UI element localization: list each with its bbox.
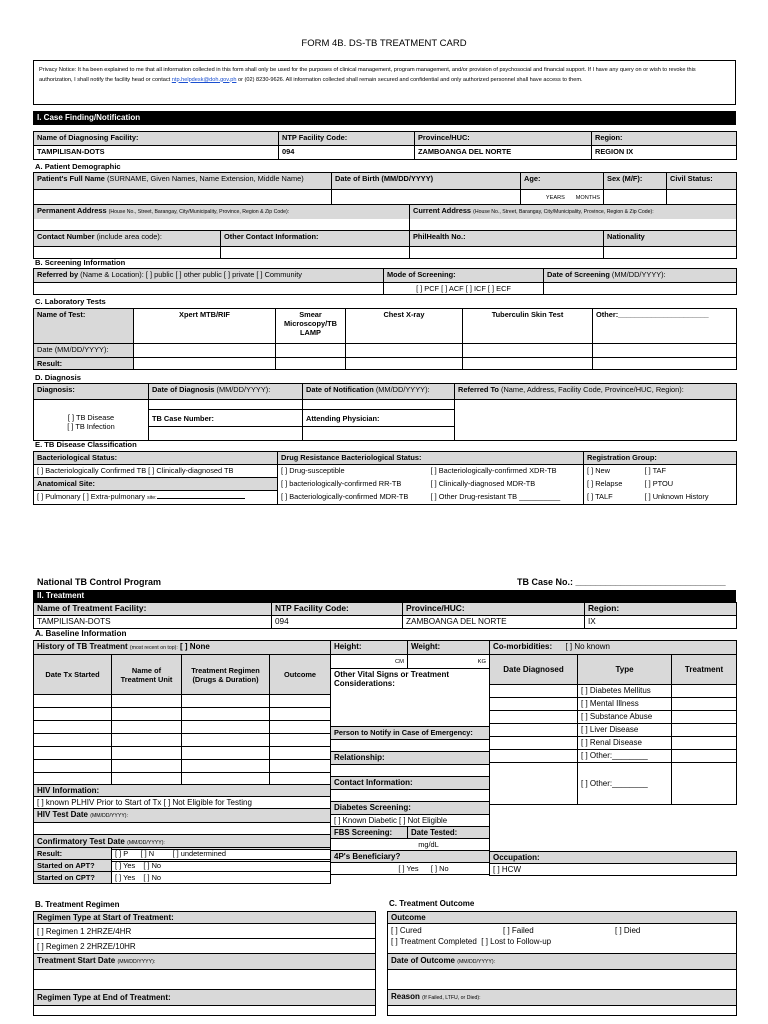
permanent-address-label: Permanent Address (House No., Street, Barangay, City/Municipality, Province, Region & Zip Code): [34, 205, 410, 219]
tb-history-label: History of TB Treatment (most recent on top): [ ] None [34, 641, 331, 655]
hiv-test-date-label: HIV Test Date (MM/DD/YYYY): [34, 809, 331, 823]
dob-field[interactable] [332, 190, 521, 205]
history-cell[interactable] [112, 695, 182, 708]
comorb-renal-option[interactable]: [ ] Renal Disease [578, 737, 672, 750]
comorb-other-option[interactable]: [ ] Other:________ [578, 750, 672, 763]
relationship-field[interactable] [331, 765, 490, 777]
current-address-label: Current Address (House No., Street, Barangay, City/Municipality, Province, Region & Zip Code): [410, 205, 737, 219]
comorb-blank [490, 805, 737, 852]
treatment-province-value[interactable]: ZAMBOANGA DEL NORTE [403, 616, 585, 629]
anatomical-site-label: Anatomical Site: [34, 478, 278, 491]
hiv-info-label: HIV Information: [34, 785, 331, 797]
clinical-mdr-tb-option[interactable]: [ ] Clinically-diagnosed MDR-TB [428, 478, 584, 491]
history-cell[interactable] [270, 721, 331, 734]
comorb-treatment-field[interactable] [672, 724, 737, 737]
diagnosis-options[interactable]: [ ] TB Disease [ ] TB Infection [34, 400, 149, 441]
tb-case-number-field[interactable] [149, 427, 303, 441]
nationality-label: Nationality [604, 231, 737, 247]
comorb-date-field[interactable] [490, 737, 578, 750]
test-date-other[interactable] [593, 344, 737, 358]
current-address-field[interactable] [410, 219, 737, 231]
section-treatment-header: II. Treatment [33, 590, 736, 602]
classification-title: E. TB Disease Classification [35, 440, 137, 449]
treatment-facility-table [33, 602, 737, 629]
history-cell[interactable] [270, 695, 331, 708]
treatment-outcome-table [387, 911, 737, 1016]
comorb-treatment-field[interactable] [672, 685, 737, 698]
test-cxr: Chest X-ray [346, 309, 463, 344]
drug-susceptible-option[interactable]: [ ] Drug-susceptible [278, 465, 428, 478]
test-result-smear[interactable] [276, 358, 346, 370]
test-date-smear[interactable] [276, 344, 346, 358]
province-label: Province/HUC: [415, 132, 592, 146]
occupation-option[interactable]: [ ] HCW [490, 864, 737, 876]
diagnosis-label: Diagnosis: [34, 384, 149, 400]
col-comorbidity-treatment: Treatment [672, 655, 737, 685]
regimen-end-field[interactable] [34, 1006, 376, 1016]
attending-physician-field[interactable] [303, 427, 455, 441]
lab-tests-title: C. Laboratory Tests [35, 297, 106, 306]
test-date-cxr[interactable] [346, 344, 463, 358]
history-cell[interactable] [34, 695, 112, 708]
hiv-test-date-field[interactable] [34, 823, 331, 835]
result-options[interactable]: [ ] P [ ] N [ ] undetermined [112, 848, 331, 860]
region-label: Region: [592, 132, 737, 146]
outcome-options[interactable] [388, 924, 737, 954]
comorb-date-field[interactable] [490, 763, 578, 805]
treatment-facility-label: Name of Treatment Facility: [34, 603, 272, 616]
bact-mdr-tb-option[interactable]: [ ] Bacteriologically-confirmed MDR-TB [278, 491, 428, 505]
fourps-label: 4P's Beneficiary? [331, 851, 490, 863]
treatment-region-label: Region: [585, 603, 737, 616]
comorbidities-table [489, 640, 737, 876]
treatment-ntp-code-value[interactable]: 094 [272, 616, 403, 629]
date-of-diagnosis-field[interactable] [149, 400, 303, 410]
test-result-cxr[interactable] [346, 358, 463, 370]
treatment-region-value[interactable]: IX [585, 616, 737, 629]
history-cell[interactable] [270, 760, 331, 773]
col-treatment-unit: Name of Treatment Unit [112, 655, 182, 695]
sex-label: Sex (M/F): [604, 173, 667, 190]
contact-number-field[interactable] [34, 247, 221, 259]
tb-history-none-option[interactable]: [ ] None [180, 642, 210, 651]
baseline-info-title: A. Baseline Information [35, 629, 127, 638]
weight-label: Weight: [408, 641, 490, 655]
privacy-text-end: or (02) 8230-9626. All information collected shall remain secured and confidential and only authorized personnel shall have access to them. [236, 76, 583, 83]
referred-to-label: Referred To (Name, Address, Facility Code, Province/HUC, Region): [455, 384, 737, 400]
comorb-treatment-field[interactable] [672, 698, 737, 711]
contact-info-label: Contact Information: [331, 777, 490, 790]
date-of-outcome-field[interactable] [388, 970, 737, 990]
history-cell[interactable] [112, 773, 182, 785]
outcome-lost-option[interactable]: [ ] Lost to Follow-up [481, 937, 552, 946]
bacteriological-status-options[interactable]: [ ] Bacteriologically Confirmed TB [ ] Clinically-diagnosed TB [34, 465, 278, 478]
fbs-screening-label: FBS Screening: [331, 827, 408, 839]
civil-status-field[interactable] [667, 190, 737, 205]
treatment-ntp-code-label: NTP Facility Code: [272, 603, 403, 616]
ntp-code-label: NTP Facility Code: [279, 132, 415, 146]
reason-field[interactable] [388, 1006, 737, 1016]
hiv-result-table [33, 847, 331, 884]
age-field[interactable]: YEARS MONTHS [521, 190, 604, 205]
patient-demographic-title: A. Patient Demographic [35, 162, 121, 171]
reg-talf-option[interactable]: [ ] TALF [584, 491, 642, 505]
outcome-cured-option[interactable]: [ ] Cured [391, 926, 422, 935]
referred-by-label: Referred by (Name & Location): [ ] public [ ] other public [ ] private [ ] Community [34, 269, 384, 283]
cpt-options[interactable]: [ ] Yes [ ] No [112, 872, 331, 884]
vital-signs-label: Other Vital Signs or Treatment Considerations: [331, 669, 490, 727]
reg-relapse-option[interactable]: [ ] Relapse [587, 478, 623, 488]
reg-ptou-option[interactable]: [ ] PTOU [642, 478, 737, 491]
section-case-finding-header: I. Case Finding/Notification [33, 111, 736, 125]
history-cell[interactable] [182, 760, 270, 773]
fourps-options[interactable]: [ ] Yes [ ] No [331, 863, 490, 875]
diabetes-screening-options[interactable]: [ ] Known Diabetic [ ] Not Eligible [331, 815, 490, 827]
tb-history-table [33, 640, 331, 862]
confirmatory-test-date-label: Confirmatory Test Date (MM/DD/YYYY): [34, 835, 331, 850]
contact-info-field[interactable] [331, 790, 490, 802]
history-cell[interactable] [34, 721, 112, 734]
comorb-treatment-field[interactable] [672, 750, 737, 763]
outcome-label: Outcome [388, 912, 737, 924]
contact-number-label: Contact Number (include area code): [34, 231, 221, 247]
comorb-date-field[interactable] [490, 711, 578, 724]
apt-options[interactable]: [ ] Yes [ ] No [112, 860, 331, 872]
mode-of-screening-label: Mode of Screening: [384, 269, 544, 283]
col-date-diagnosed: Date Diagnosed [490, 655, 578, 685]
reg-taf-option[interactable]: [ ] TAF [642, 465, 737, 478]
date-of-outcome-label: Date of Outcome (MM/DD/YYYY): [388, 954, 737, 970]
fbs-value-field[interactable]: mg/dL [331, 839, 490, 851]
diabetes-screening-label: Diabetes Screening: [331, 802, 490, 815]
other-contact-field[interactable] [221, 247, 410, 259]
test-other[interactable]: Other:______________________ [593, 309, 737, 344]
philhealth-label: PhilHealth No.: [410, 231, 604, 247]
test-date-label: Date (MM/DD/YYYY): [34, 344, 134, 358]
referred-by-options[interactable]: [ ] public [ ] other public [ ] private [ ] Community [145, 270, 302, 279]
program-title: National TB Control Program [37, 577, 162, 587]
comorb-treatment-field[interactable] [672, 763, 737, 805]
comorb-date-field[interactable] [490, 685, 578, 698]
diagnosis-title: D. Diagnosis [35, 373, 81, 382]
comorb-diabetes-option[interactable]: [ ] Diabetes Mellitus [578, 685, 672, 698]
treatment-start-date-label: Treatment Start Date (MM/DD/YYYY): [34, 954, 376, 970]
col-comorbidity-type: Type [578, 655, 672, 685]
reason-label: Reason (If Failed, LTFU, or Died): [388, 990, 737, 1006]
full-name-field[interactable] [34, 190, 332, 205]
ntp-code-value[interactable]: 094 [279, 146, 415, 160]
regimen-1-option[interactable]: [ ] Regimen 1 2HRZE/4HR [34, 924, 376, 939]
form-title: FORM 4B. DS-TB TREATMENT CARD [301, 38, 467, 49]
history-cell[interactable] [112, 734, 182, 747]
attending-physician-label: Attending Physician: [303, 410, 455, 427]
bacteriological-status-label: Bacteriological Status: [34, 452, 278, 465]
history-cell[interactable] [112, 760, 182, 773]
civil-status-label: Civil Status: [667, 173, 737, 190]
comorb-substance-option[interactable]: [ ] Substance Abuse [578, 711, 672, 724]
reg-unknown-option[interactable]: [ ] Unknown History [642, 491, 737, 505]
treatment-regimen-table [33, 911, 376, 1016]
outcome-failed-option[interactable]: [ ] Failed [503, 926, 534, 935]
comorbidities-none-option[interactable]: [ ] No known [565, 642, 610, 651]
history-cell[interactable] [270, 747, 331, 760]
test-result-other[interactable] [593, 358, 737, 370]
reg-new-option[interactable]: [ ] New [584, 465, 642, 478]
xdr-tb-option[interactable]: [ ] Bacteriologically-confirmed XDR-TB [428, 465, 584, 478]
treatment-province-label: Province/HUC: [403, 603, 585, 616]
referred-by-field[interactable] [34, 283, 384, 295]
privacy-notice [33, 60, 736, 105]
referred-to-field[interactable] [455, 400, 737, 441]
region-value[interactable]: REGION IX [592, 146, 737, 160]
hiv-info-options[interactable]: [ ] known PLHIV Prior to Start of Tx [ ] Not Eligible for Testing [34, 797, 331, 809]
vitals-table [330, 640, 490, 875]
comorb-treatment-field[interactable] [672, 737, 737, 750]
date-of-notification-label: Date of Notification (MM/DD/YYYY): [303, 384, 455, 400]
full-name-label: Patient's Full Name (SURNAME, Given Names, Name Extension, Middle Name) [34, 173, 332, 190]
test-name-label: Name of Test: [34, 309, 134, 344]
col-treatment-regimen: Treatment Regimen (Drugs & Duration) [182, 655, 270, 695]
date-of-diagnosis-label: Date of Diagnosis (MM/DD/YYYY): [149, 384, 303, 400]
comorb-other-option-2[interactable]: [ ] Other:________ [578, 763, 672, 805]
cpt-label: Started on CPT? [34, 872, 112, 884]
privacy-text: Privacy Notice: It ha been explained to me that all information collected in this form shall only be used for the purposes of clinical management, program management, and/or provision of psychosocial and financial support. If I have any query on or wish to revoke this authorization, I shall notify the facility head or contact [39, 67, 696, 83]
facility-label: Name of Diagnosing Facility: [34, 132, 279, 146]
history-cell[interactable] [34, 734, 112, 747]
comorb-treatment-field[interactable] [672, 711, 737, 724]
history-cell[interactable] [34, 773, 112, 785]
outcome-died-option[interactable]: [ ] Died [615, 926, 641, 935]
history-cell[interactable] [34, 747, 112, 760]
history-cell[interactable] [182, 708, 270, 721]
history-cell[interactable] [34, 760, 112, 773]
history-cell[interactable] [270, 773, 331, 785]
facility-value[interactable]: TAMPILISAN-DOTS [34, 146, 279, 160]
history-cell[interactable] [34, 708, 112, 721]
drug-resistance-label: Drug Resistance Bacteriological Status: [278, 452, 584, 465]
date-tested-label: Date Tested: [408, 827, 490, 839]
history-cell[interactable] [182, 773, 270, 785]
test-result-tst[interactable] [463, 358, 593, 370]
treatment-facility-value[interactable]: TAMPILISAN-DOTS [34, 616, 272, 629]
comorb-date-field[interactable] [490, 724, 578, 737]
test-result-xpert[interactable] [134, 358, 276, 370]
history-cell[interactable] [112, 721, 182, 734]
rr-tb-option[interactable]: [ ] bacteriologically-confirmed RR-TB [278, 478, 428, 491]
comorb-date-field[interactable] [490, 698, 578, 711]
registration-group-label: Registration Group: [584, 452, 737, 465]
anatomical-site-options[interactable]: [ ] Pulmonary [ ] Extra-pulmonary site: [34, 491, 278, 505]
history-cell[interactable] [182, 747, 270, 760]
result-label: Result: [34, 848, 112, 860]
date-of-notification-field[interactable] [303, 400, 455, 410]
treatment-regimen-title: B. Treatment Regimen [35, 900, 120, 909]
col-date-tx-started: Date Tx Started [34, 655, 112, 695]
test-tst: Tuberculin Skin Test [463, 309, 593, 344]
height-label: Height: [331, 641, 408, 655]
screening-table [33, 268, 737, 295]
test-date-xpert[interactable] [134, 344, 276, 358]
history-cell[interactable] [112, 708, 182, 721]
tb-case-no[interactable]: TB Case No.: ______________________________ [517, 577, 726, 587]
regimen-start-label: Regimen Type at Start of Treatment: [34, 912, 376, 924]
history-cell[interactable] [182, 721, 270, 734]
emergency-contact-label: Person to Notify in Case of Emergency: [331, 727, 490, 740]
apt-label: Started on APT? [34, 860, 112, 872]
emergency-contact-field[interactable] [331, 740, 490, 752]
screening-info-title: B. Screening Information [35, 258, 126, 267]
date-of-screening-label: Date of Screening (MM/DD/YYYY): [544, 269, 737, 283]
height-field[interactable]: CM [331, 655, 408, 669]
tb-case-number-label: TB Case Number: [149, 410, 303, 427]
history-cell[interactable] [182, 734, 270, 747]
comorb-mental-option[interactable]: [ ] Mental Illness [578, 698, 672, 711]
sex-field[interactable] [604, 190, 667, 205]
philhealth-field[interactable] [410, 247, 604, 259]
treatment-start-date-field[interactable] [34, 970, 376, 990]
col-outcome: Outcome [270, 655, 331, 695]
nationality-field[interactable] [604, 247, 737, 259]
treatment-outcome-title: C. Treatment Outcome [389, 899, 475, 908]
outcome-completed-option[interactable]: [ ] Treatment Completed [391, 937, 477, 946]
helpdesk-email-link[interactable]: ntp.helpdesk@doh.gov.ph [171, 76, 237, 83]
diagnosing-facility-table [33, 131, 737, 160]
occupation-label: Occupation: [490, 852, 737, 864]
patient-demographic-table [33, 172, 737, 259]
comorb-liver-option[interactable]: [ ] Liver Disease [578, 724, 672, 737]
regimen-2-option[interactable]: [ ] Regimen 2 2HRZE/10HR [34, 939, 376, 954]
history-cell[interactable] [270, 734, 331, 747]
province-value[interactable]: ZAMBOANGA DEL NORTE [415, 146, 592, 160]
date-of-screening-field[interactable] [544, 283, 737, 295]
history-cell[interactable] [112, 747, 182, 760]
lab-tests-table [33, 308, 737, 370]
test-xpert: Xpert MTB/RIF [134, 309, 276, 344]
test-result-label: Result: [34, 358, 134, 370]
permanent-address-field[interactable] [34, 219, 410, 231]
regimen-end-label: Regimen Type at End of Treatment: [34, 990, 376, 1006]
comorbidities-label: Co-morbidities: [ ] No known [490, 641, 737, 655]
test-date-tst[interactable] [463, 344, 593, 358]
age-label: Age: [521, 173, 604, 190]
history-cell[interactable] [270, 708, 331, 721]
test-smear: Smear Microscopy/TB LAMP [276, 309, 346, 344]
history-cell[interactable] [182, 695, 270, 708]
other-drug-resistant-option[interactable]: [ ] Other Drug-resistant TB __________ [428, 491, 584, 505]
classification-table [33, 451, 737, 505]
diagnosis-table [33, 383, 737, 441]
relationship-label: Relationship: [331, 752, 490, 765]
mode-of-screening-options[interactable]: [ ] PCF [ ] ACF [ ] ICF [ ] ECF [384, 283, 544, 295]
weight-field[interactable]: KG [408, 655, 490, 669]
dob-label: Date of Birth (MM/DD/YYYY) [332, 173, 521, 190]
other-contact-label: Other Contact Information: [221, 231, 410, 247]
comorb-date-field[interactable] [490, 750, 578, 763]
